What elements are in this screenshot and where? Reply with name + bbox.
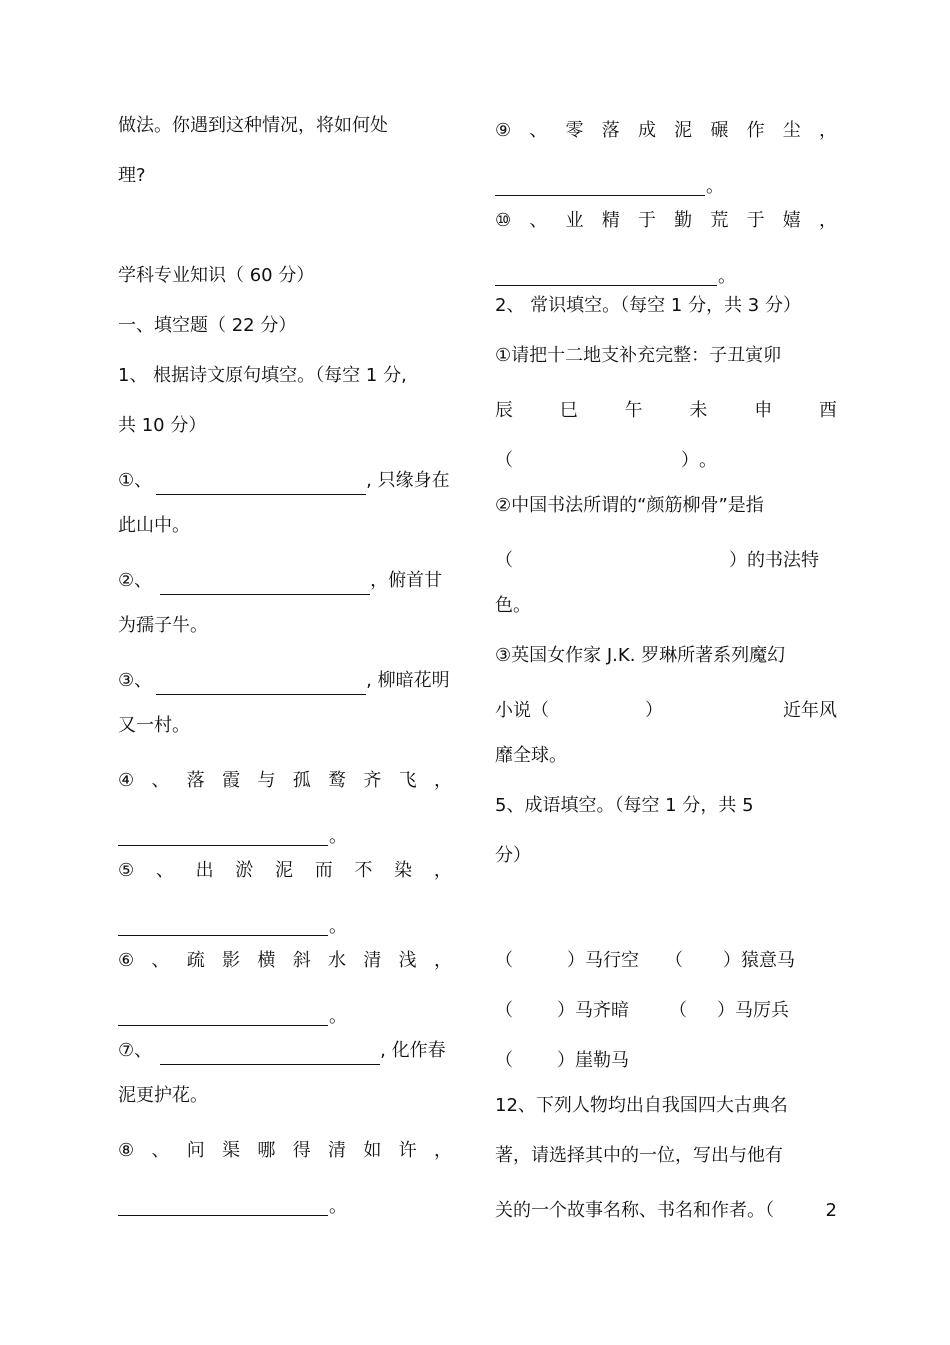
q12-line-3-num: 2 — [825, 1200, 837, 1221]
item4-char: 齐 — [363, 770, 382, 791]
item5-char: 淤 — [235, 860, 254, 881]
item1-cont: 此山中。 — [118, 515, 190, 536]
item6-char: 影 — [222, 950, 241, 971]
q2-3-line-1: ③英国女作家 J.K. 罗琳所著系列魔幻 — [495, 645, 786, 666]
item5-line — [118, 846, 452, 896]
item6-char: 浅 — [398, 950, 417, 971]
right-column — [495, 106, 837, 1236]
item10-char: ， — [818, 210, 837, 231]
item10-period: 。 — [718, 266, 736, 287]
item4-char: ， — [433, 770, 452, 791]
item6-char: 横 — [257, 950, 276, 971]
earthly-branch: 午 — [624, 400, 643, 421]
item9-char: 、 — [529, 120, 548, 141]
q12-line-1: 12、下列人物均出自我国四大古典名 — [495, 1095, 788, 1116]
item5-char: ⑤ — [118, 860, 135, 881]
q2-2-line-1: ②中国书法所谓的“颜筋柳骨”是指 — [495, 495, 764, 516]
spacer — [495, 886, 837, 936]
item10-blank[interactable] — [495, 259, 717, 286]
q2-2-cont: 色。 — [495, 595, 531, 616]
idiom2-text: ）猿意马 — [723, 950, 795, 971]
section-title: 学科专业知识（ 60 分） — [118, 265, 315, 286]
idiom5-text: ）崖勒马 — [557, 1050, 629, 1071]
q12-line-3-text: 关的一个故事名称、书名和作者。（ — [495, 1200, 774, 1221]
item6-char: 清 — [363, 950, 382, 971]
item8-char: 许 — [398, 1140, 417, 1161]
idiom-row-3 — [495, 1036, 837, 1086]
item7-line — [118, 1026, 452, 1076]
item4-char: 鹜 — [328, 770, 347, 791]
item10-char: ⑩ — [495, 210, 512, 231]
item2-mark: ②、 — [118, 570, 153, 591]
item2-cont: 为孺子牛。 — [118, 615, 208, 636]
q2-1-end: 。 — [699, 450, 717, 471]
item10-char: 精 — [601, 210, 620, 231]
q2-3-answer-line — [495, 686, 837, 736]
idiom-row-2 — [495, 986, 837, 1036]
item9-char: 落 — [601, 120, 620, 141]
item9-answer-line — [495, 156, 837, 196]
item5-char: 染 — [394, 860, 413, 881]
item4-char: 飞 — [398, 770, 417, 791]
item7-mark: ⑦、 — [118, 1040, 153, 1061]
paren-close: ） — [645, 700, 663, 721]
item4-char: 孤 — [292, 770, 311, 791]
item6-char: 斜 — [292, 950, 311, 971]
item6-blank[interactable] — [118, 999, 328, 1026]
item9-period: 。 — [706, 176, 724, 197]
item9-char: 尘 — [782, 120, 801, 141]
paren-open: （ — [495, 950, 513, 971]
intro-line-1: 做法。你遇到这种情况，将如何处 — [118, 115, 388, 136]
paren-open: （ — [495, 1000, 513, 1021]
q2-1-answer-line — [495, 436, 837, 486]
item6-char: 疏 — [186, 950, 205, 971]
item5-char: 泥 — [275, 860, 294, 881]
earthly-branch: 酉 — [818, 400, 837, 421]
paren-open: （ — [495, 450, 513, 471]
item3-tail: , 柳暗花明 — [366, 670, 450, 691]
item3-blank[interactable] — [156, 668, 366, 695]
q1-line-1: 1、 根据诗文原句填空。（每空 1 分, — [118, 365, 407, 386]
item8-char: 哪 — [257, 1140, 276, 1161]
item9-char: 零 — [565, 120, 584, 141]
item7-blank[interactable] — [160, 1038, 380, 1065]
q5-line-1: 5、成语填空。（每空 1 分，共 5 — [495, 795, 754, 816]
item1-tail: , 只缘身在 — [366, 470, 450, 491]
item4-line — [118, 756, 452, 806]
item10-char: 勤 — [674, 210, 693, 231]
item10-char: 荒 — [710, 210, 729, 231]
paren-open: （ — [495, 1050, 513, 1071]
item6-char: ， — [433, 950, 452, 971]
item8-char: 得 — [292, 1140, 311, 1161]
item3-mark: ③、 — [118, 670, 153, 691]
item5-char: 不 — [354, 860, 373, 881]
q2-3-tail: 近年风 — [783, 700, 837, 721]
item8-char: 渠 — [222, 1140, 241, 1161]
item8-char: 清 — [328, 1140, 347, 1161]
item6-answer-line — [118, 986, 452, 1026]
item9-char: 碾 — [710, 120, 729, 141]
q2-1-branches — [495, 386, 837, 436]
paren-close: ） — [681, 450, 699, 471]
q2-3-cont: 靡全球。 — [495, 745, 567, 766]
item10-char: 业 — [565, 210, 584, 231]
item6-char: ⑥ — [118, 950, 135, 971]
item4-answer-line — [118, 806, 452, 846]
paren-open: （ — [665, 950, 683, 971]
item2-line — [118, 556, 452, 606]
q12-line-2: 著，请选择其中的一位，写出与他有 — [495, 1145, 783, 1166]
intro-line-2: 理? — [118, 165, 146, 186]
q12-line-3 — [495, 1186, 837, 1236]
item5-period: 。 — [329, 916, 347, 937]
item5-char: 、 — [155, 860, 174, 881]
item4-char: 落 — [186, 770, 205, 791]
item6-char: 水 — [328, 950, 347, 971]
item9-char: 成 — [637, 120, 656, 141]
item6-line — [118, 936, 452, 986]
left-column — [118, 106, 452, 1216]
item10-char: 于 — [746, 210, 765, 231]
part1-title: 一、填空题（ 22 分） — [118, 315, 297, 336]
item8-char: 如 — [363, 1140, 382, 1161]
q1-line-2: 共 10 分） — [118, 415, 207, 436]
item5-answer-line — [118, 896, 452, 936]
paren-open: （ — [495, 550, 513, 571]
item8-answer-line — [118, 1176, 452, 1216]
item10-line — [495, 196, 837, 246]
item10-char: 嬉 — [782, 210, 801, 231]
item4-blank[interactable] — [118, 819, 328, 846]
earthly-branch: 申 — [754, 400, 773, 421]
item5-char: 而 — [314, 860, 333, 881]
item10-answer-line — [495, 246, 837, 286]
item1-blank[interactable] — [156, 468, 366, 495]
item4-period: 。 — [329, 826, 347, 847]
earthly-branch: 未 — [689, 400, 708, 421]
item1-mark: ①、 — [118, 470, 153, 491]
item10-char: 、 — [529, 210, 548, 231]
item2-blank[interactable] — [160, 568, 370, 595]
item8-blank[interactable] — [118, 1189, 328, 1216]
item5-blank[interactable] — [118, 909, 328, 936]
earthly-branch: 辰 — [495, 400, 513, 421]
item3-line — [118, 656, 452, 706]
item9-char: 作 — [746, 120, 765, 141]
item5-char: 出 — [195, 860, 214, 881]
item8-period: 。 — [329, 1196, 347, 1217]
item8-char: 、 — [151, 1140, 170, 1161]
spacer — [118, 206, 452, 256]
q5-line-2: 分） — [495, 845, 531, 866]
item9-char: 泥 — [674, 120, 693, 141]
item7-tail: , 化作春 — [380, 1040, 446, 1061]
item5-char: ， — [433, 860, 452, 881]
item4-char: 霞 — [222, 770, 241, 791]
q2-1-line-1: ①请把十二地支补充完整：子丑寅卯 — [495, 345, 782, 366]
item8-char: 问 — [186, 1140, 205, 1161]
item3-cont: 又一村。 — [118, 715, 190, 736]
q2-2-tail: ）的书法特 — [729, 550, 819, 571]
item8-line — [118, 1126, 452, 1176]
item2-tail: ，俯首甘 — [370, 570, 443, 591]
item1-line — [118, 456, 452, 506]
earthly-branch: 巳 — [559, 400, 578, 421]
q2-3-pre: 小说（ — [495, 700, 549, 721]
idiom1-text: ）马行空 — [567, 950, 639, 971]
item7-cont: 泥更护花。 — [118, 1085, 208, 1106]
q2-2-answer-line — [495, 536, 837, 586]
q2-title: 2、 常识填空。（每空 1 分，共 3 分） — [495, 295, 801, 316]
idiom-row-1 — [495, 936, 837, 986]
item6-period: 。 — [329, 1006, 347, 1027]
item8-char: ⑧ — [118, 1140, 135, 1161]
item9-blank[interactable] — [495, 169, 705, 196]
item9-char: ， — [818, 120, 837, 141]
item8-char: ， — [433, 1140, 452, 1161]
item10-char: 于 — [637, 210, 656, 231]
item6-char: 、 — [151, 950, 170, 971]
item4-char: 、 — [151, 770, 170, 791]
item4-char: ④ — [118, 770, 135, 791]
item9-line — [495, 106, 837, 156]
idiom3-text: ）马齐暗 — [557, 1000, 629, 1021]
paren-open: （ — [669, 1000, 687, 1021]
item9-char: ⑨ — [495, 120, 512, 141]
idiom4-text: ）马厉兵 — [717, 1000, 789, 1021]
item4-char: 与 — [257, 770, 276, 791]
